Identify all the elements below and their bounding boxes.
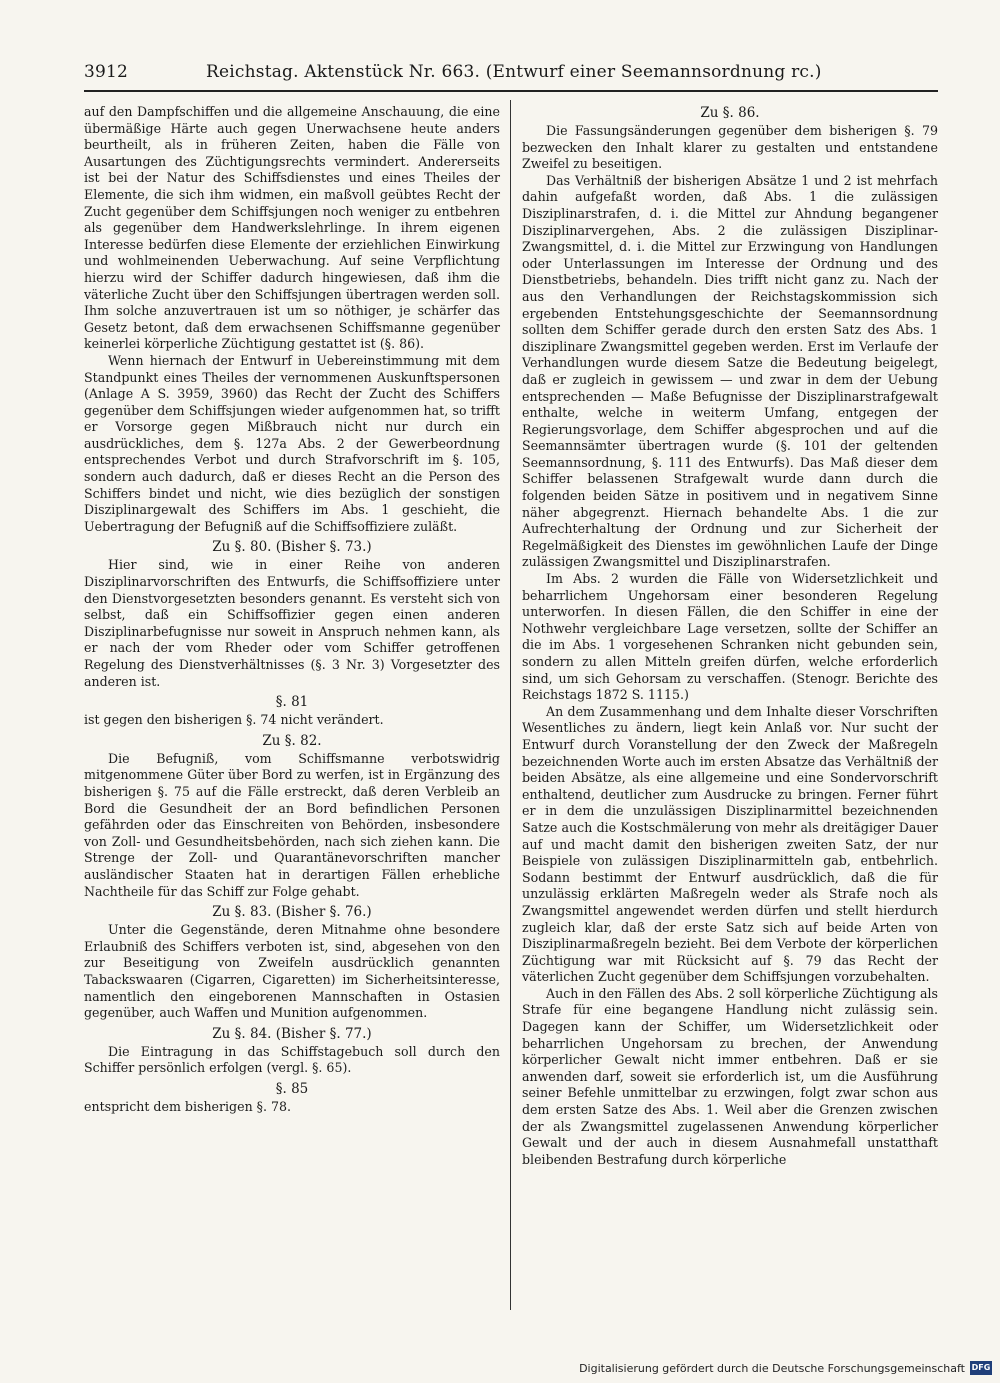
paragraph: auf den Dampfschiffen und die allgemeine Anschauung, die eine übermäßige Härte auch gegen Unerwachsene heute anders beurtheilt, als in früheren Zeiten, haben die Fälle von Ausartungen des Züchtigungsrechts vermindert. Andererseits ist bei der Natur des Schiffsdienstes und eines Theiles der Elemente, die sich ihm widmen, ein maßvoll geübtes Recht der Zucht gegenüber dem Schiffsjungen noch weniger zu entbehren als gegenüber dem Handwerkslehrlinge. In ihrem eigenen Interesse bedürfen diese Elemente der erziehlichen Einwirkung und wohlmeinenden Ueberwachung. Auf seine Verpflichtung hierzu wird der Schiffer dadurch hingewiesen, daß ihm die väterliche Zucht über den Schiffsjungen übertragen werden soll. Ihm solche anzuvertrauen ist um so nöthiger, je schärfer das Gesetz betont, daß dem erwachsenen Schiffsmanne gegenüber keinerlei körperliche Züchtigung gestattet ist (§. 86). xyxy=(84,104,500,352)
paragraph: An dem Zusammenhang und dem Inhalte dieser Vorschriften Wesentliches zu ändern, liegt kein Anlaß vor. Nur sucht der Entwurf durch Voranstellung der den Zweck der Maßregeln bezeichnenden Worte auch im ersten Absatze das Verhältniß der beiden Absätze, als eine allgemeine und eine Sondervorschrift enthaltend, deutlicher zum Ausdrucke zu bringen. Ferner führt er in dem die unzulässigen Disziplinarmittel bezeichnenden Satze auch die Kostschmälerung von mehr als dreitägiger Dauer auf und macht damit den bisherigen zweiten Satz, der nur Beispiele von zulässigen Disziplinarmitteln gab, entbehrlich. Sodann bestimmt der Entwurf ausdrücklich, daß die für unzulässig erklärten Maßregeln weder als Strafe noch als Zwangsmittel angewendet werden dürfen und stellt hierdurch zugleich klar, daß der erste Satz sich auf beide Arten von Disziplinarmaßregeln bezieht. Bei dem Verbote der körperlichen Züchtigung war mit Rücksicht auf §. 79 das Recht der väterlichen Zucht gegenüber dem Schiffsjungen vorzubehalten. xyxy=(522,703,938,985)
paragraph: Wenn hiernach der Entwurf in Uebereinstimmung mit dem Standpunkt eines Theiles der vernommenen Auskunftspersonen (Anlage A S. 3959, 3960) das Recht der Zucht des Schiffers gegenüber dem Schiffsjungen wieder aufgenommen hat, so trifft er Vorsorge gegen Mißbrauch nicht nur durch ein ausdrückliches, dem §. 127a Abs. 2 der Gewerbeordnung entsprechendes Verbot und durch Strafvorschrift im §. 105, sondern auch dadurch, daß er dieses Recht an die Person des Schiffers bindet und nicht, wie dies bezüglich der sonstigen Disziplinargewalt des Schiffers im Abs. 1 geschieht, die Uebertragung der Befugniß auf die Schiffsoffiziere zuläßt. xyxy=(84,352,500,534)
paragraph: Hier sind, wie in einer Reihe von anderen Disziplinarvorschriften des Entwurfs, die Schiffsoffiziere unter den Dienstvorgesetzten besonders genannt. Es versteht sich von selbst, daß ein Schiffsoffizier gegen einen anderen Disziplinarbefugnisse nur soweit in Anspruch nehmen kann, als er nach der vom Rheder oder vom Schiffer getroffenen Regelung des Dienstverhältnisses (§. 3 Nr. 3) Vorgesetzter des anderen ist. xyxy=(84,557,500,689)
section-heading-81: §. 81 xyxy=(275,694,309,711)
dfg-logo-icon: DFG xyxy=(970,1361,992,1375)
right-column xyxy=(522,104,938,1168)
section-heading-86: Zu §. 86. xyxy=(700,105,760,121)
running-title: Reichstag. Aktenstück Nr. 663. (Entwurf einer Seemannsordnung rc.) xyxy=(206,62,822,82)
header-rule xyxy=(84,90,938,92)
paragraph: Unter die Gegenstände, deren Mitnahme ohne besondere Erlaubniß des Schiffers verboten ist, sind, abgesehen von den zur Beseitigung von Zweifeln ausdrücklich genannten Tabackswaaren (Cigarren, Cigaretten) im Sicherheitsinteresse, namentlich den eingeborenen Mannschaften in Ostasien gegenüber, auch Waffen und Munition aufgenommen. xyxy=(84,922,500,1021)
paragraph: ist gegen den bisherigen §. 74 nicht verändert. xyxy=(84,712,384,728)
section-heading-85: §. 85 xyxy=(275,1080,309,1097)
paragraph: Im Abs. 2 wurden die Fälle von Widersetzlichkeit und beharrlichem Ungehorsam einer besonderen Regelung unterworfen. In diesen Fällen, die den Schiffer in eine der Nothwehr vergleichbare Lage versetzen, sollte der Schiffer an die im Abs. 1 vorgesehenen Schranken nicht gebunden sein, sondern zu allen Mitteln greifen dürfen, welche erforderlich sind, um sich Gehorsam zu verschaffen. (Stenogr. Berichte des Reichstags 1872 S. 1115.) xyxy=(522,571,938,703)
section-heading-80: Zu §. 80. (Bisher §. 73.) xyxy=(212,539,372,556)
section-heading-84: Zu §. 84. (Bisher §. 77.) xyxy=(212,1025,372,1042)
left-column xyxy=(84,104,500,1115)
section-heading-83: Zu §. 83. (Bisher §. 76.) xyxy=(212,904,372,921)
section-heading-82: Zu §. 82. xyxy=(262,732,322,749)
credit-text: Digitalisierung gefördert durch die Deutsche Forschungsgemeinschaft xyxy=(579,1361,965,1375)
digitization-credit xyxy=(579,1359,992,1377)
page-number: 3912 xyxy=(84,62,129,82)
page-header xyxy=(84,62,934,86)
paragraph: Die Eintragung in das Schiffstagebuch soll durch den Schiffer persönlich erfolgen (vergl. §. 65). xyxy=(84,1043,500,1076)
paragraph: entspricht dem bisherigen §. 78. xyxy=(84,1098,292,1114)
column-divider xyxy=(510,100,511,1310)
paragraph: Die Fassungsänderungen gegenüber dem bisherigen §. 79 bezwecken den Inhalt klarer zu gestalten und entstandene Zweifel zu beseitigen. xyxy=(522,123,938,172)
paragraph: Das Verhältniß der bisherigen Absätze 1 und 2 ist mehrfach dahin aufgefaßt worden, daß Abs. 1 die zulässigen Disziplinarstrafen, d. i. die Mittel zur Ahndung begangener Disziplinarvergehen, Abs. 2 die zulässigen Disziplinar-Zwangsmittel, d. i. die Mittel zur Erzwingung von Handlungen oder Unterlassungen im Interesse der Ordnung und des Dienstbetriebs, behandeln. Dies trifft nicht ganz zu. Nach der aus den Verhandlungen der Reichstagskommission sich ergebenden Entstehungsgeschichte der Seemannsordnung sollten dem Schiffer gerade durch den ersten Satz des Abs. 1 disziplinare Zwangsmittel gegeben werden. Erst im Verlaufe der Verhandlungen wurde diesem Satze die Bedeutung beigelegt, daß er zugleich in gewissem — und zwar in dem der Uebung entsprechenden — Maße Befugnisse der Disziplinarstrafgewalt enthalte, welche in weiterm Umfang, entgegen der Regierungsvorlage, dem Schiffer abgesprochen und auf die Seemannsämter übertragen wurde (§. 101 der geltenden Seemannsordnung, §. 111 des Entwurfs). Das Maß dieser dem Schiffer belassenen Strafgewalt wurde dann durch die folgenden beiden Sätze in positivem und in negativem Sinne näher abgegrenzt. Hiernach behandelte Abs. 1 die zur Aufrechterhaltung der Ordnung und zur Sicherheit der Regelmäßigkeit des Dienstes im gewöhnlichen Laufe der Dinge zulässigen Zwangsmittel und Disziplinarstrafen. xyxy=(522,172,938,570)
paragraph: Auch in den Fällen des Abs. 2 soll körperliche Züchtigung als Strafe für eine begangene Handlung nicht zulässig sein. Dagegen kann der Schiffer, um Widersetzlichkeit oder beharrlichen Ungehorsam zu brechen, der Anwendung körperlicher Gewalt nicht immer entbehren. Daß er sie anwenden darf, soweit sie erforderlich ist, um die Ausführung seiner Befehle unmittelbar zu erzwingen, folgt zwar schon aus dem ersten Satze des Abs. 1. Weil aber die Grenzen zwischen der als Zwangsmittel zugelassenen Anwendung körperlicher Gewalt und der auch in diesem Ausnahmefall unstatthaft bleibenden Bestrafung durch körperliche xyxy=(522,985,938,1167)
paragraph: Die Befugniß, vom Schiffsmanne verbotswidrig mitgenommene Güter über Bord zu werfen, ist in Ergänzung des bisherigen §. 75 auf die Fälle erstreckt, daß deren Verbleib an Bord die Gesundheit der an Bord befindlichen Personen gefährden oder das Einschreiten von Behörden, insbesondere von Zoll- und Gesundheitsbehörden, nach sich ziehen kann. Die Strenge der Zoll- und Quarantänevorschriften mancher ausländischer Staaten hat in derartigen Fällen erhebliche Nachtheile für das Schiff zur Folge gehabt. xyxy=(84,750,500,899)
